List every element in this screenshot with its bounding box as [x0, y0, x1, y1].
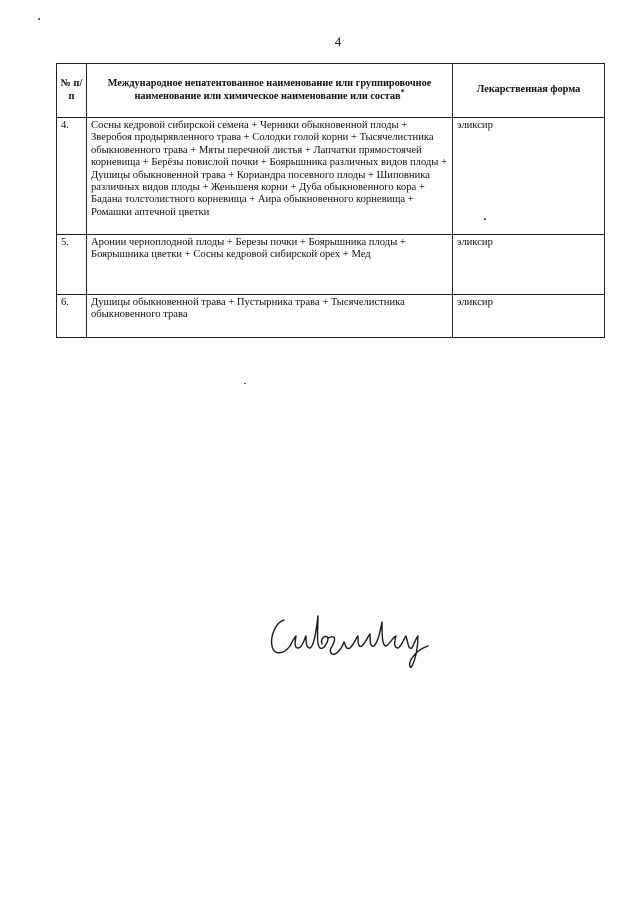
row-form: эликсир: [453, 235, 605, 295]
footnote-asterisk: *: [400, 87, 405, 97]
header-form-label: Лекарственная форма: [476, 84, 581, 96]
row-composition: Душицы обыкновенной трава + Пустырника трава + Тысячелистника обыкновенного трава: [87, 295, 453, 338]
row-composition: Аронии черноплодной плоды + Березы почки + Боярышника плоды + Боярышника цветки + Сосны кедровой сибирской орех + Мед: [87, 235, 453, 295]
scan-speck: [38, 18, 40, 20]
row-number: 6.: [57, 295, 87, 338]
table-header-row: [57, 64, 605, 118]
page-number: 4: [334, 34, 342, 49]
row-form: эликсир: [453, 118, 605, 235]
table-row: [57, 235, 605, 295]
header-name-label: Международное непатентованное наименование или группировочное наименование или химическое наименование или состав: [107, 77, 432, 102]
medicines-table: [56, 63, 605, 338]
table-row: [57, 295, 605, 338]
header-name: [87, 64, 453, 118]
table-row: [57, 118, 605, 235]
handwritten-signature: [262, 602, 462, 672]
scan-speck: [244, 383, 246, 384]
header-number-label: № п/п: [60, 77, 83, 102]
header-number: [57, 64, 87, 118]
scan-speck: [484, 218, 486, 220]
row-number: 4.: [57, 118, 87, 235]
row-number: 5.: [57, 235, 87, 295]
row-form: эликсир: [453, 295, 605, 338]
header-form: [453, 64, 605, 118]
row-composition: Сосны кедровой сибирской семена + Черники обыкновенной плоды + Зверобоя продырявленного трава + Солодки голой корни + Тысячелистника обыкновенного трава + Мяты перечной листья + Лапчатки прямостоячей корневища + Берёзы повислой почки + Боярышника различных видов плоды + Душицы обыкновенной трава + Кориандра посевного плоды + Шиповника различных видов плоды + Женьшеня корни + Дуба обыкновенного кора + Бадана толстолистного корневища + Аира обыкновенного корневища + Ромашки аптечной цветки: [87, 118, 453, 235]
